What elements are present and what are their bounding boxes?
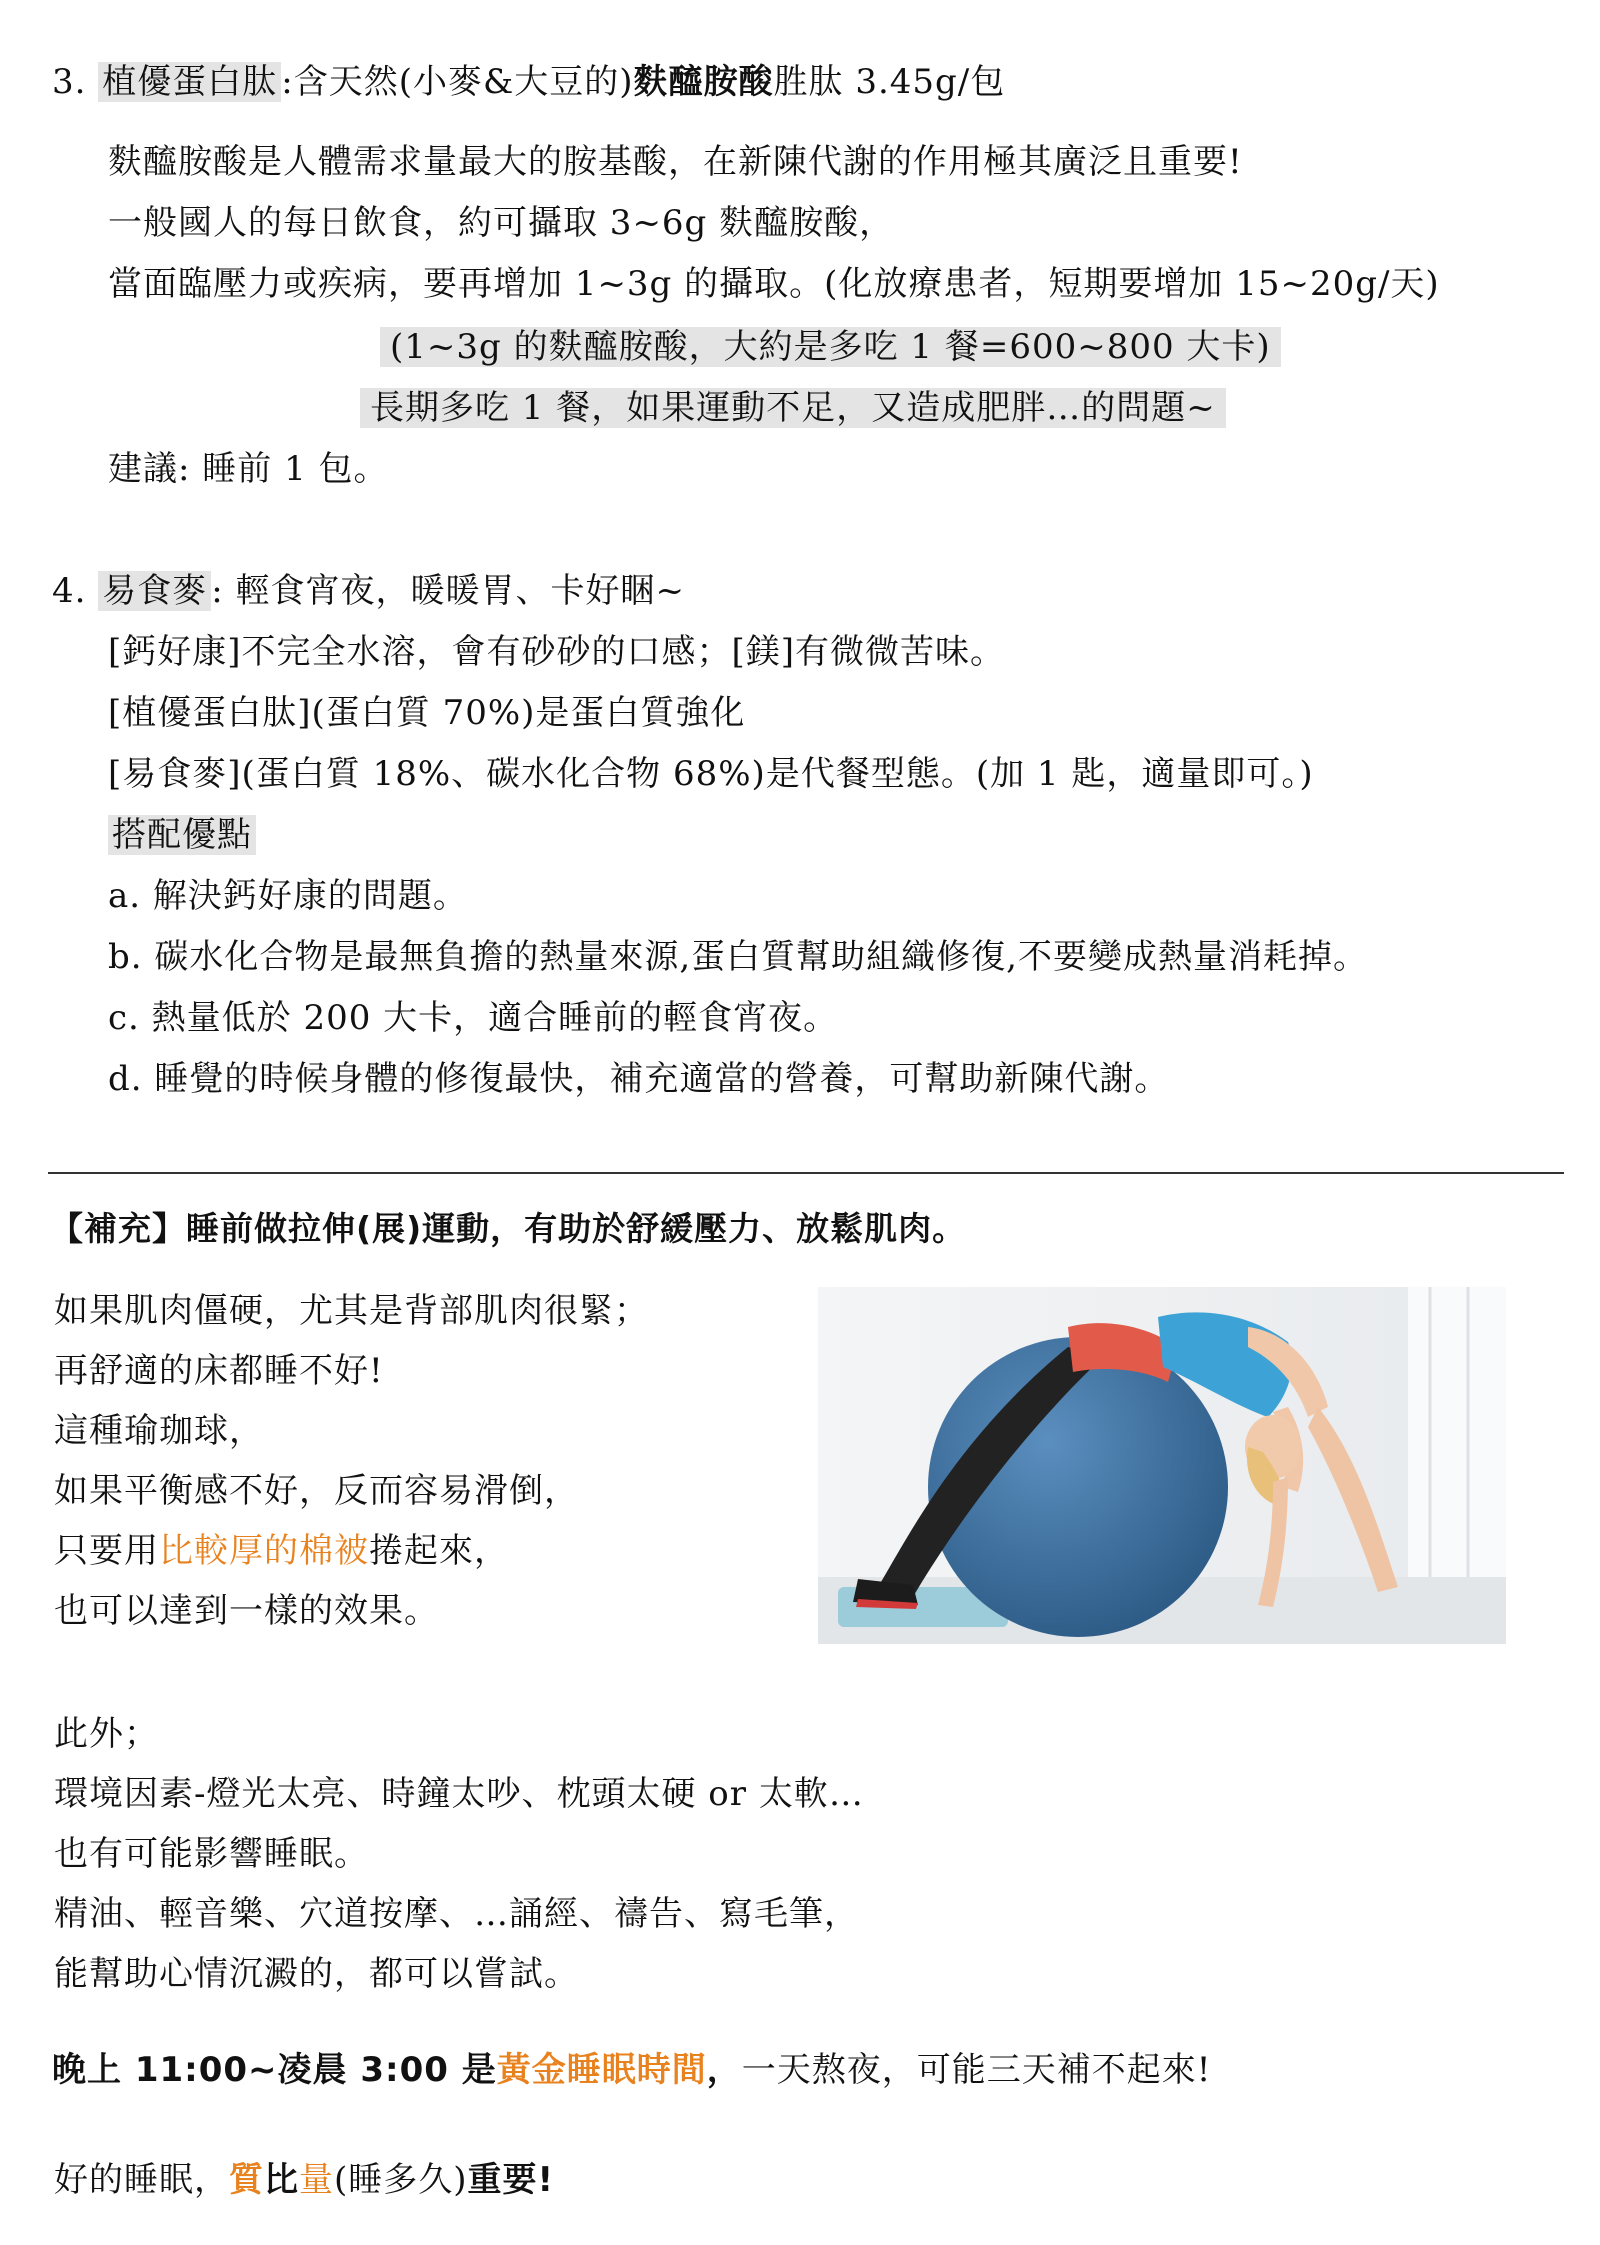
item3-paragraph-5 (360, 386, 1226, 430)
item4-point-b: b. 碳水化合物是最無負擔的熱量來源,蛋白質幫助組織修復,不要變成熱量消耗掉。 (108, 937, 1368, 977)
item3-colon: : (281, 62, 294, 102)
item4-point-d: d. 睡覺的時候身體的修復最快，補充適當的營養，可幫助新陳代謝。 (108, 1059, 1170, 1099)
item4-match-label-text: 搭配優點 (108, 815, 256, 855)
golden-sleep-bold: 晚上 11:00~凌晨 3:00 是 (52, 2050, 497, 2090)
final-paren: (睡多久) (334, 2160, 468, 2200)
item4-line-1: [鈣好康]不完全水溶，會有砂砂的口感；[鎂]有微微苦味。 (108, 632, 1006, 672)
item4-match-label (108, 813, 256, 857)
supplement-heading: 【補充】睡前做拉伸(展)運動，有助於舒緩壓力、放鬆肌肉。 (50, 1209, 967, 1248)
item3-paragraph-4-text: (1~3g 的麩醯胺酸，大約是多吃 1 餐=600~800 大卡) (380, 327, 1281, 367)
item3-desc-pre: 含天然(小麥&大豆的) (293, 62, 634, 102)
supplement-line-1: 如果肌肉僵硬，尤其是背部肌肉很緊； (54, 1291, 649, 1331)
item4-title (52, 569, 685, 613)
supplement-line-5-orange: 比較厚的棉被 (159, 1531, 369, 1571)
golden-sleep-comma: ， (706, 2050, 742, 2090)
item4-desc: : 輕食宵夜，暖暖胃、卡好睏~ (211, 571, 686, 611)
item4-line-2: [植優蛋白肽](蛋白質 70%)是蛋白質強化 (108, 693, 746, 733)
item3-desc-post: 胜肽 3.45g/包 (773, 62, 1006, 102)
supplement-line-4: 如果平衡感不好，反而容易滑倒， (54, 1471, 579, 1511)
item3-paragraph-3: 當面臨壓力或疾病，要再增加 1~3g 的攝取。(化放療患者，短期要增加 15~20g/天) (108, 264, 1440, 304)
final-quality: 質 (229, 2160, 264, 2200)
final-than: 比 (264, 2160, 299, 2200)
golden-sleep-rest: 一天熬夜，可能三天補不起來! (741, 2050, 1212, 2090)
item3-desc-bold: 麩醯胺酸 (633, 62, 774, 102)
item4-number: 4. (52, 571, 87, 611)
extra-line-1: 此外； (54, 1714, 159, 1754)
item3-title (52, 60, 1005, 104)
supplement-line-6: 也可以達到一樣的效果。 (54, 1591, 439, 1631)
final-important: 重要! (467, 2160, 555, 2200)
supplement-line-5-pre: 只要用 (54, 1531, 159, 1571)
section-divider (48, 1172, 1564, 1174)
golden-sleep-line (52, 2048, 1211, 2092)
golden-sleep-orange: 黃金睡眠時間 (496, 2050, 707, 2090)
item4-name: 易食麥 (98, 571, 211, 611)
supplement-line-5-post: 捲起來， (369, 1531, 509, 1571)
final-pre: 好的睡眠， (54, 2160, 229, 2200)
supplement-line-3: 這種瑜珈球， (54, 1411, 264, 1451)
item4-point-a: a. 解決鈣好康的問題。 (108, 876, 468, 916)
item4-point-c: c. 熱量低於 200 大卡，適合睡前的輕食宵夜。 (108, 998, 839, 1038)
extra-line-3: 也有可能影響睡眠。 (54, 1834, 369, 1874)
extra-line-2: 環境因素-燈光太亮、時鐘太吵、枕頭太硬 or 太軟… (54, 1774, 864, 1814)
extra-line-4: 精油、輕音樂、穴道按摩、…誦經、禱告、寫毛筆， (54, 1894, 859, 1934)
item3-paragraph-5-text: 長期多吃 1 餐，如果運動不足，又造成肥胖…的問題~ (360, 388, 1226, 428)
supplement-line-5 (54, 1529, 509, 1573)
item4-line-3: [易食麥](蛋白質 18%、碳水化合物 68%)是代餐型態。(加 1 匙，適量即可。) (108, 754, 1314, 794)
final-quantity: 量 (299, 2160, 334, 2200)
final-line (54, 2158, 554, 2202)
yoga-ball-stretch-photo (818, 1287, 1506, 1644)
item3-number: 3. (52, 62, 87, 102)
item3-name: 植優蛋白肽 (98, 62, 281, 102)
item3-paragraph-2: 一般國人的每日飲食，約可攝取 3~6g 麩醯胺酸， (108, 203, 895, 243)
item3-paragraph-4 (380, 325, 1281, 369)
item3-paragraph-1: 麩醯胺酸是人體需求量最大的胺基酸，在新陳代謝的作用極其廣泛且重要! (108, 142, 1243, 182)
item3-suggestion: 建議: 睡前 1 包。 (108, 449, 389, 489)
supplement-line-2: 再舒適的床都睡不好! (54, 1351, 384, 1391)
yoga-ball-illustration (818, 1287, 1506, 1644)
extra-line-5: 能幫助心情沉澱的，都可以嘗試。 (54, 1954, 579, 1994)
